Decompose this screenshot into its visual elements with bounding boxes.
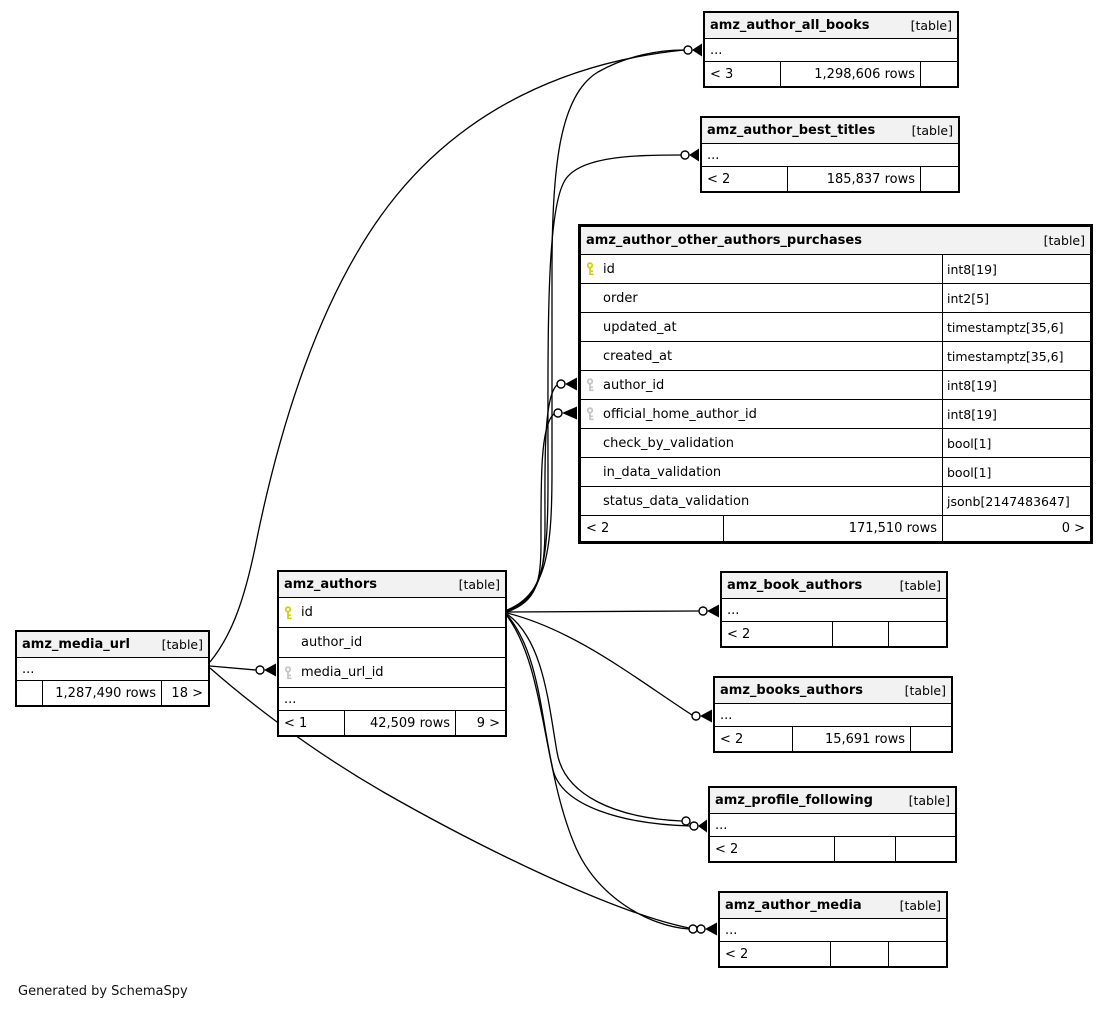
footer-parent-count: < 2 xyxy=(725,946,749,962)
table-title[interactable]: amz_book_authors xyxy=(727,578,863,593)
column-name: id xyxy=(301,605,313,620)
relationship-line-authors-book-authors xyxy=(507,611,699,612)
foreign-key-icon xyxy=(586,378,603,392)
relationship-endpoint-authors-media-url-id xyxy=(256,664,276,677)
table-header xyxy=(702,118,958,143)
table-footer xyxy=(705,61,957,86)
collapsed-columns-row: ... xyxy=(715,703,951,726)
table-header xyxy=(17,632,208,657)
table-amz-book-authors xyxy=(720,571,948,648)
table-amz-profile-following xyxy=(708,786,957,863)
table-footer xyxy=(581,515,1090,541)
relationship-line-authors-profile-following-1 xyxy=(507,614,682,821)
generated-by-note: Generated by SchemaSpy xyxy=(18,984,188,999)
column-name: check_by_validation xyxy=(603,435,735,451)
table-type-badge: [table] xyxy=(458,577,500,592)
table-footer xyxy=(720,941,946,966)
footer-row-count: 42,509 rows xyxy=(344,711,455,735)
relationship-line-authors-purchases-official-home-author-id xyxy=(507,414,554,612)
foreign-key-icon xyxy=(284,666,301,680)
footer-parent-count: < 2 xyxy=(586,521,610,536)
relationship-endpoint-books-authors xyxy=(692,710,712,723)
column-row-id xyxy=(279,597,505,627)
relationship-endpoint-profile-following xyxy=(682,817,707,833)
footer-child-count xyxy=(910,727,951,751)
footer-child-count xyxy=(920,62,957,86)
footer-child-count xyxy=(895,837,955,861)
footer-parent-count xyxy=(17,681,42,705)
table-amz-authors xyxy=(277,570,507,737)
column-name: id xyxy=(603,261,615,277)
collapsed-columns-row: ... xyxy=(702,143,958,166)
table-title[interactable]: amz_author_best_titles xyxy=(707,123,876,138)
relationship-endpoint-best-titles xyxy=(681,149,699,162)
table-amz-books-authors xyxy=(713,676,953,753)
column-type: int2[5] xyxy=(942,284,1090,312)
column-type: jsonb[2147483647] xyxy=(942,487,1090,515)
footer-parent-count: < 1 xyxy=(284,715,308,731)
column-name: author_id xyxy=(603,377,665,393)
column-row-media-url-id xyxy=(279,657,505,687)
footer-parent-count: < 2 xyxy=(707,171,731,187)
column-name: updated_at xyxy=(603,319,677,335)
table-type-badge: [table] xyxy=(904,683,946,698)
column-row-author-id xyxy=(581,370,1090,399)
foreign-key-icon xyxy=(586,407,603,421)
relationship-line-media-url-authors xyxy=(210,666,256,670)
collapsed-columns-row: ... xyxy=(17,657,208,680)
table-title[interactable]: amz_books_authors xyxy=(720,683,864,698)
footer-child-count xyxy=(888,622,946,646)
column-name: author_id xyxy=(301,635,363,650)
column-row-status-data-validation xyxy=(581,486,1090,515)
table-type-badge: [table] xyxy=(908,793,950,808)
footer-row-count: 15,691 rows xyxy=(792,727,910,751)
footer-child-count xyxy=(888,942,946,966)
table-amz-media-url xyxy=(15,630,210,707)
column-name: official_home_author_id xyxy=(603,406,757,422)
footer-parent-count: < 2 xyxy=(727,626,751,642)
table-header xyxy=(720,893,946,918)
relationship-endpoint-all-books xyxy=(684,44,702,57)
table-amz-author-other-authors-purchases xyxy=(578,224,1093,544)
table-title[interactable]: amz_profile_following xyxy=(715,793,873,808)
column-name: created_at xyxy=(603,348,673,364)
table-title[interactable]: amz_media_url xyxy=(22,637,130,652)
primary-key-icon xyxy=(284,606,301,620)
footer-parent-count: < 3 xyxy=(710,66,734,82)
table-header xyxy=(722,573,946,598)
column-type: bool[1] xyxy=(942,429,1090,457)
table-footer xyxy=(715,726,951,751)
footer-parent-count: < 2 xyxy=(715,841,739,857)
footer-child-count: 0 > xyxy=(942,516,1090,541)
relationship-line-authors-author-media xyxy=(507,616,689,929)
column-name: order xyxy=(603,290,638,306)
table-amz-author-media xyxy=(718,891,948,968)
footer-row-count: 185,837 rows xyxy=(787,167,920,191)
primary-key-icon xyxy=(586,262,603,276)
table-header xyxy=(279,572,505,597)
footer-row-count: 1,298,606 rows xyxy=(780,62,920,86)
table-amz-author-best-titles xyxy=(700,116,960,193)
table-footer xyxy=(702,166,958,191)
table-footer xyxy=(710,836,955,861)
collapsed-columns-row: ... xyxy=(279,687,505,710)
table-header xyxy=(715,678,951,703)
column-row-official-home-author-id xyxy=(581,399,1090,428)
column-name: media_url_id xyxy=(301,665,384,680)
column-row-created-at xyxy=(581,341,1090,370)
collapsed-columns-row: ... xyxy=(722,598,946,621)
column-type: int8[19] xyxy=(942,400,1090,428)
table-type-badge: [table] xyxy=(899,578,941,593)
table-footer xyxy=(17,680,208,705)
footer-parent-count: < 2 xyxy=(720,731,744,747)
column-row-check-by-validation xyxy=(581,428,1090,457)
table-type-badge: [table] xyxy=(161,637,203,652)
footer-child-count: 9 > xyxy=(455,711,505,735)
footer-row-count xyxy=(832,622,888,646)
footer-row-count: 171,510 rows xyxy=(723,516,942,541)
collapsed-columns-row: ... xyxy=(710,813,955,836)
column-row-order xyxy=(581,283,1090,312)
table-header xyxy=(705,13,957,38)
column-row-author-id xyxy=(279,627,505,657)
collapsed-columns-row: ... xyxy=(705,38,957,61)
table-header xyxy=(710,788,955,813)
table-amz-author-all-books xyxy=(703,11,959,88)
table-type-badge: [table] xyxy=(1043,233,1085,248)
column-type: bool[1] xyxy=(942,458,1090,486)
table-type-badge: [table] xyxy=(911,123,953,138)
table-header xyxy=(581,227,1090,254)
footer-row-count xyxy=(830,942,888,966)
column-row-updated-at xyxy=(581,312,1090,341)
table-title[interactable]: amz_authors xyxy=(284,577,377,592)
table-title[interactable]: amz_author_media xyxy=(725,898,862,913)
column-type: int8[19] xyxy=(942,255,1090,283)
column-type: timestamptz[35,6] xyxy=(942,342,1090,370)
footer-child-count xyxy=(920,167,958,191)
footer-child-count: 18 > xyxy=(161,681,208,705)
column-type: timestamptz[35,6] xyxy=(942,313,1090,341)
relationship-endpoint-book-authors xyxy=(699,605,719,618)
relationship-endpoint-author-media xyxy=(689,923,717,936)
footer-row-count: 1,287,490 rows xyxy=(42,681,161,705)
table-type-badge: [table] xyxy=(910,18,952,33)
table-footer xyxy=(722,621,946,646)
column-type: int8[19] xyxy=(942,371,1090,399)
relationship-line-authors-profile-following-2 xyxy=(507,615,690,826)
relationship-line-authors-books-authors xyxy=(507,613,692,715)
table-title[interactable]: amz_author_other_authors_purchases xyxy=(586,233,862,248)
column-row-in-data-validation xyxy=(581,457,1090,486)
column-name: status_data_validation xyxy=(603,493,750,509)
column-row-id xyxy=(581,254,1090,283)
collapsed-columns-row: ... xyxy=(720,918,946,941)
relationship-endpoint-purchases-official-home-author-id xyxy=(554,407,577,420)
table-footer xyxy=(279,710,505,735)
table-type-badge: [table] xyxy=(899,898,941,913)
footer-row-count xyxy=(834,837,895,861)
relationship-endpoint-purchases-author-id xyxy=(557,378,577,391)
column-name: in_data_validation xyxy=(603,464,722,480)
table-title[interactable]: amz_author_all_books xyxy=(710,18,870,33)
